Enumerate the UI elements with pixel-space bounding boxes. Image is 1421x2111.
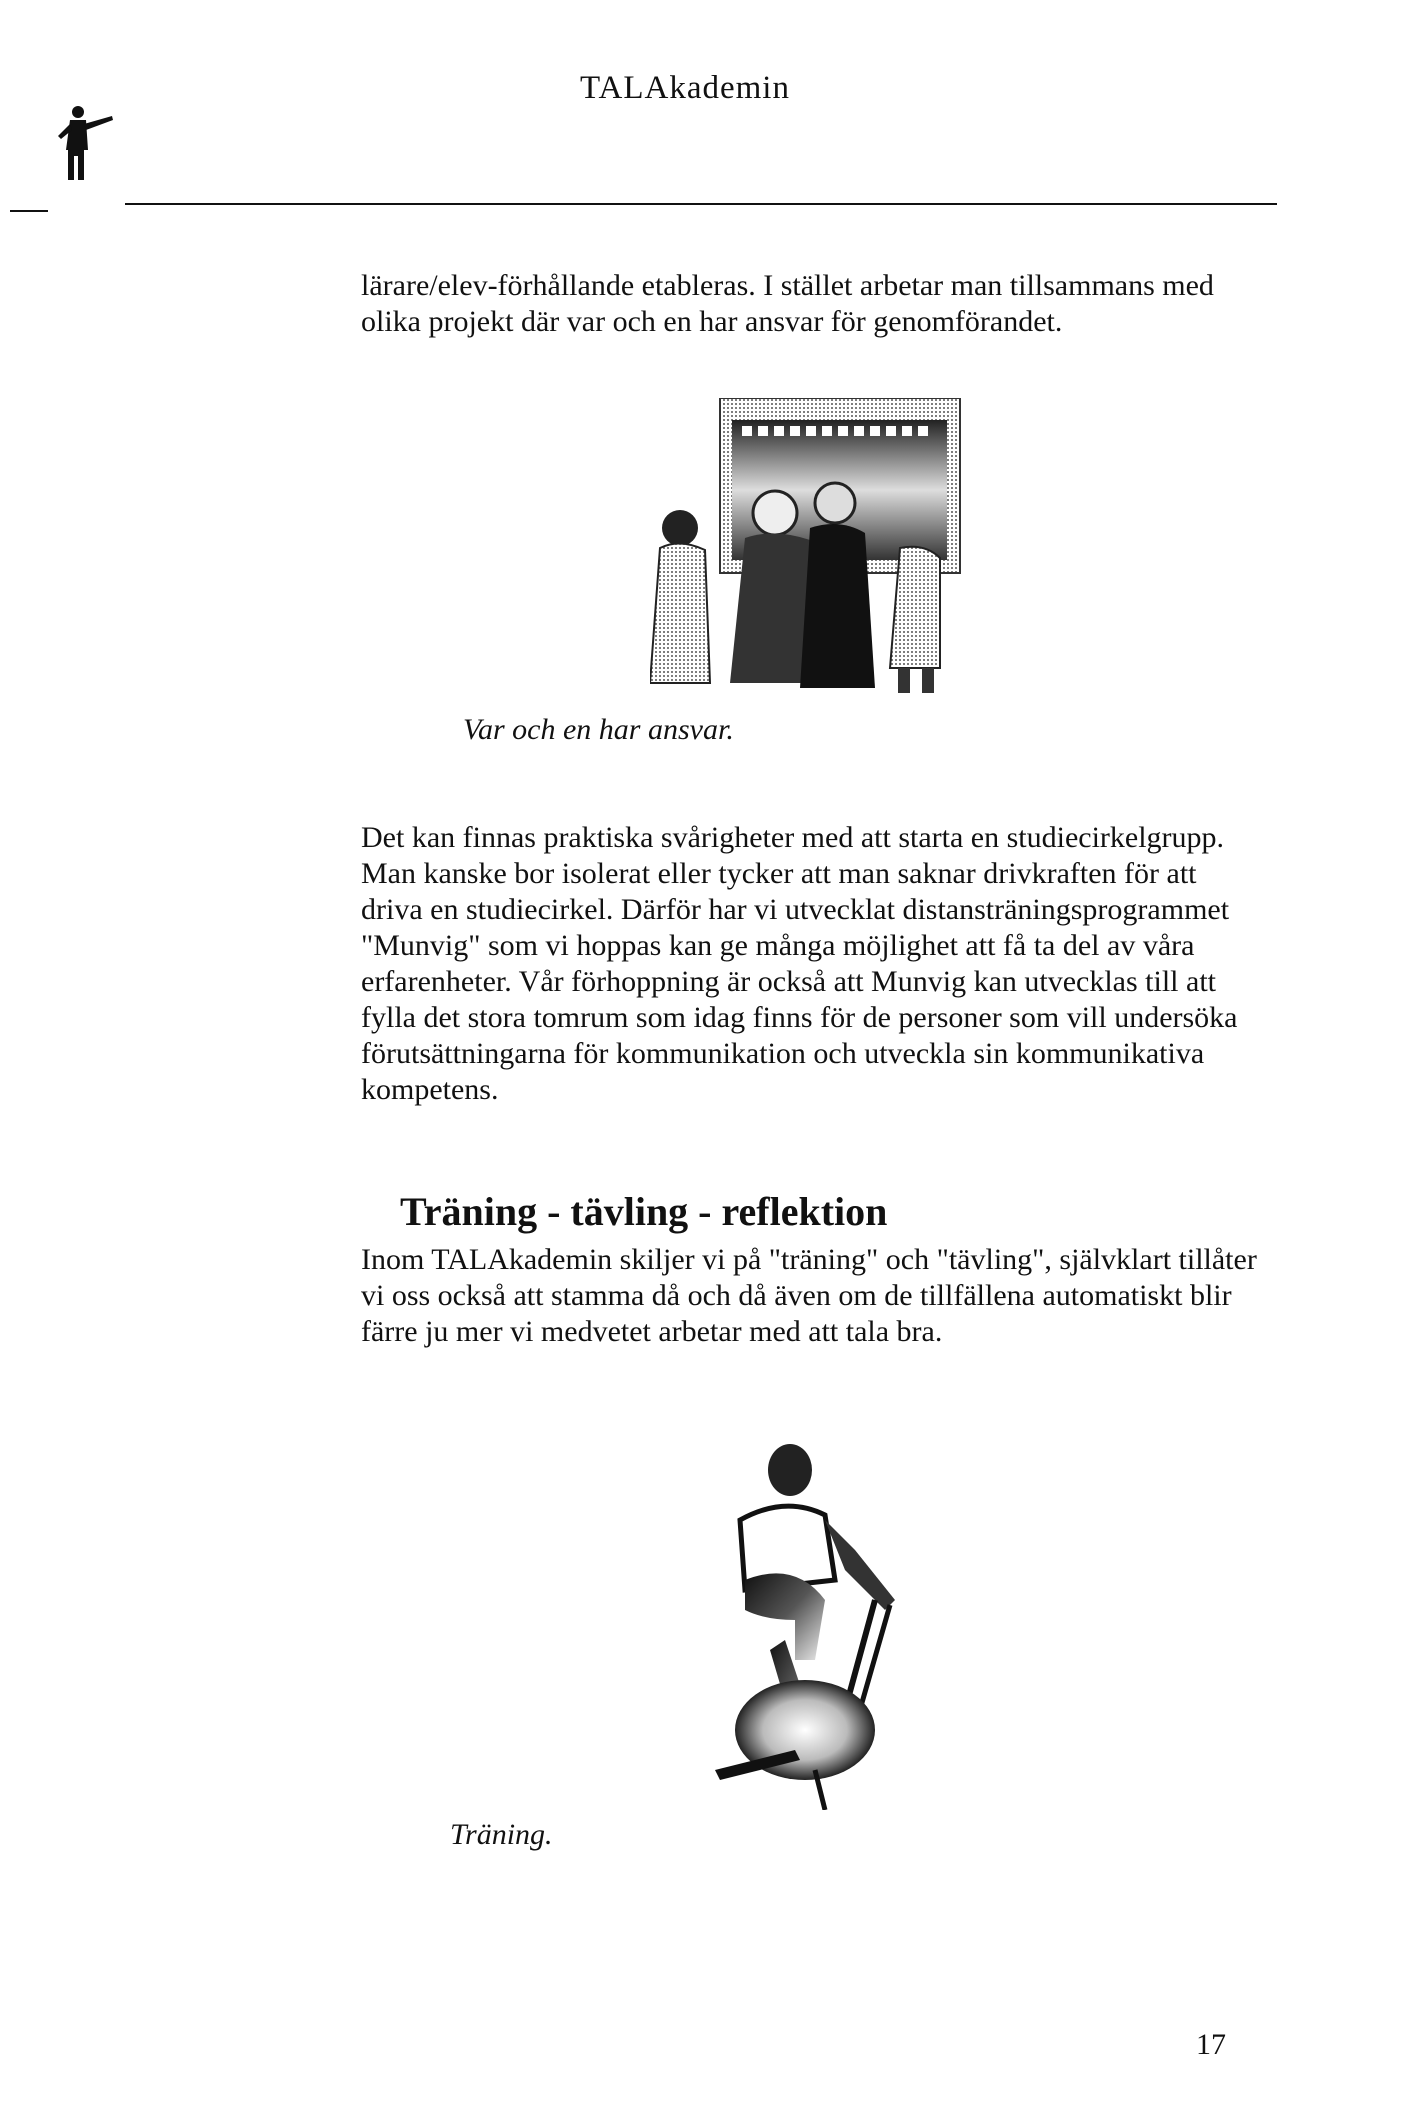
section-heading: Träning - tävling - reflektion (400, 1189, 888, 1234)
header-rule (125, 203, 1277, 205)
speaker-figure-icon (40, 100, 120, 190)
running-header-title: TALAkademin (580, 70, 790, 106)
classroom-children-illustration (650, 398, 970, 698)
paragraph-2: Det kan finnas praktiska svårigheter med att starta en studiecirkelgrupp. Man kanske bor isolerat eller tycker att man saknar drivkraften för att driva en studiecirkel. Därför har vi utvecklat distansträningsprogrammet "Munvig" som vi hoppas kan ge många möjlighet att få ta del av våra erfarenheter. Vår förhoppning är också att Munvig kan utvecklas till att fylla det stora tomrum som idag finns för de personer som vill undersöka förutsättningarna för kommunikation och utveckla sin kommunikativa kompetens. (361, 821, 1238, 1106)
exercise-bike-person-illustration (685, 1430, 915, 1810)
figure-caption-1: Var och en har ansvar. (463, 713, 734, 746)
margin-mark (10, 210, 48, 212)
figure-caption-2: Träning. (450, 1818, 553, 1851)
paragraph-3: Inom TALAkademin skiljer vi på "träning" och "tävling", självklart tillåter vi oss också att stamma då och då även om de tillfällena automatiskt blir färre ju mer vi medvetet arbetar med att tala bra. (361, 1243, 1257, 1348)
paragraph-1: lärare/elev-förhållande etableras. I stället arbetar man tillsammans med olika projekt där var och en har ansvar för genomförandet. (361, 269, 1214, 338)
page-number: 17 (1196, 2028, 1226, 2061)
